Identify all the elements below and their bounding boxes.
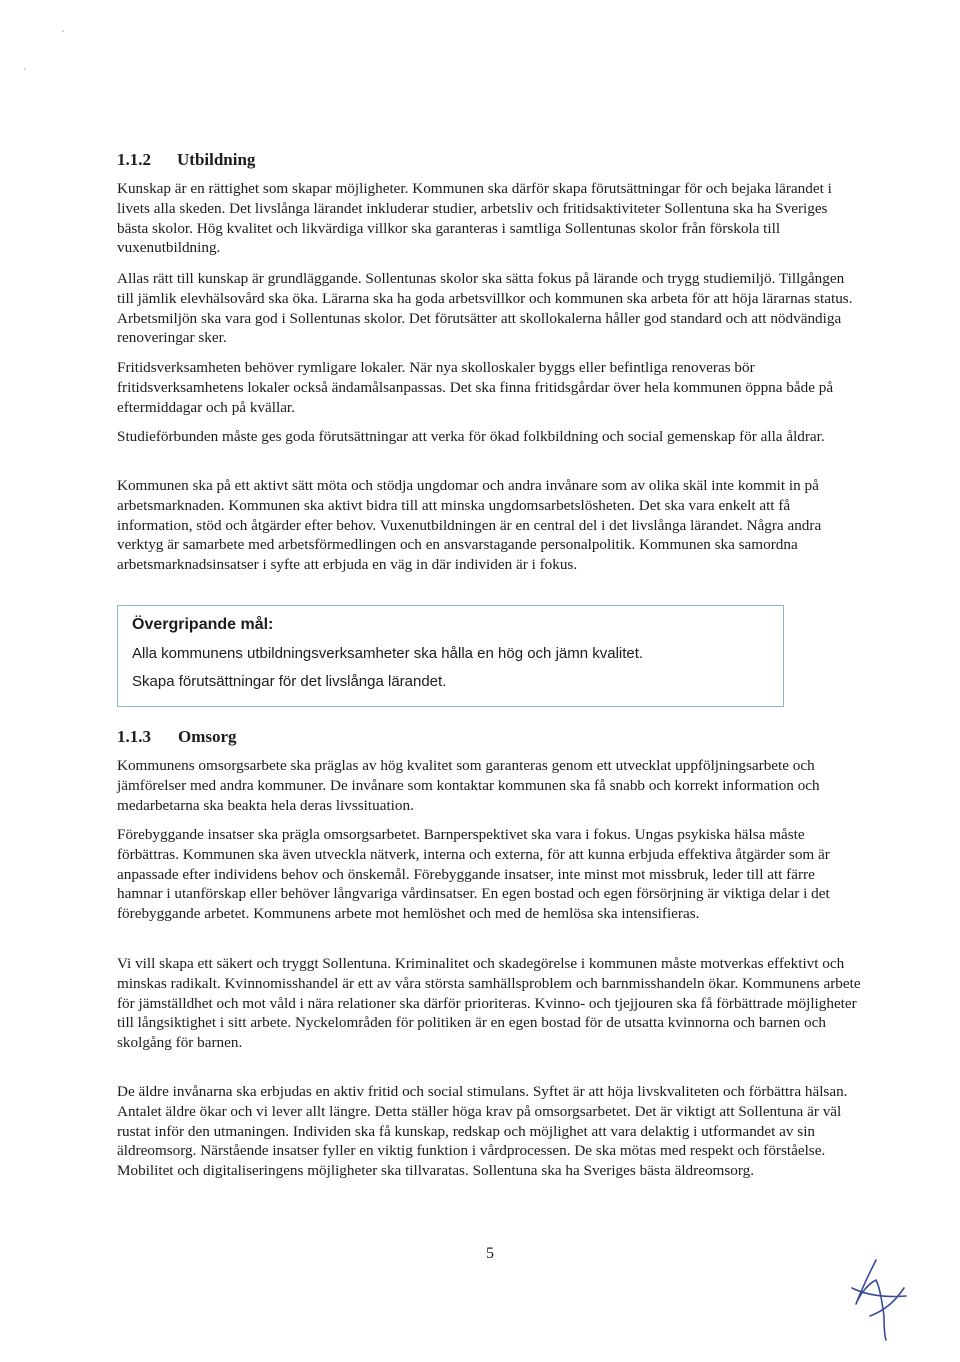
section-number: 1.1.2: [117, 150, 151, 169]
goal-box: [117, 605, 784, 707]
section-title: Utbildning: [177, 150, 256, 169]
scan-speck: [24, 68, 26, 70]
paragraph: Fritidsverksamheten behöver rymligare lokaler. När nya skolloskaler byggs eller befintliga renoveras bör fritidsverksamhetens lokaler också ändamålsanpassas. Det ska finna fritidsgårdar över hela kommunen öppna både på eftermiddagar och på kvällar.: [117, 359, 834, 416]
paragraph: Förebyggande insatser ska prägla omsorgsarbetet. Barnperspektivet ska vara i fokus. Ungas psykiska hälsa måste förbättras. Kommunen ska även utveckla nätverk, interna och externa, för att kunna erbjuda effektiva åtgärder som är anpassade efter individens behov och önskemål. Förebyggande insatser, inte minst mot missbruk, leder till att färre hamnar i utanförskap eller behöver långvariga vårdinsatser. En egen bostad och egen försörjning är viktiga delar i det förebyggande arbetet. Kommunens arbete mot hemlöshet och med de hemlösa ska intensifieras.: [117, 826, 830, 923]
goal-box-title: Övergripande mål:: [132, 616, 274, 633]
goal-line: Alla kommunens utbildningsverksamheter ska hålla en hög och jämn kvalitet.: [132, 645, 644, 662]
goal-line: Skapa förutsättningar för det livslånga lärandet.: [132, 673, 447, 690]
paragraph: Kommunens omsorgsarbete ska präglas av hög kvalitet som garanteras genom ett utvecklat uppföljningsarbete och jämförelser med andra kommuner. De invånare som kontaktar kommunen ska få snabb och korrekt information och medarbetarna ska beakta hela deras livssituation.: [117, 757, 820, 814]
section-title: Omsorg: [178, 727, 237, 746]
paragraph: De äldre invånarna ska erbjudas en aktiv fritid och social stimulans. Syftet är att höja livskvaliteten och förbättra hälsan. Antalet äldre ökar och vi lever allt längre. Detta ställer höga krav på omsorgsarbetet. Det är viktigt att Sollentuna är väl rustat inför den utmaningen. Individen ska få kunskap, redskap och möjlighet att vara delaktig i utformandet av sin äldreomsorg. Närstående insatser fyller en viktig funktion i vårdprocessen. De ska mötas med respekt och förståelse. Mobilitet och digitaliseringens möjligheter ska tillvaratas. Sollentuna ska ha Sveriges bästa äldreomsorg.: [117, 1083, 848, 1180]
scan-speck: [62, 30, 64, 32]
paragraph: Kunskap är en rättighet som skapar möjligheter. Kommunen ska därför skapa förutsättningar för och bejaka lärandet i livets alla skeden. Det livslånga lärandet inkluderar studier, arbetsliv och fritidsaktiviteter Sollentuna ska ha Sveriges bästa skolor. Hög kvalitet och likvärdiga villkor ska garanteras i samtliga Sollentunas skolor från förskola till vuxenutbildning.: [117, 180, 832, 257]
paragraph: Kommunen ska på ett aktivt sätt möta och stödja ungdomar och andra invånare som av olika skäl inte kommit in på arbetsmarknaden. Kommunen ska aktivt bidra till att minska ungdomsarbetslösheten. Det ska vara enkelt att få information, stöd och åtgärder efter behov. Vuxenutbildningen är en central del i det livslånga lärandet. Några andra verktyg är samarbete med arbetsförmedlingen och en ansvarstagande personalpolitik. Kommunen ska samordna arbetsmarknadsinsatser i syfte att erbjuda en väg in där individen är i fokus.: [117, 477, 822, 574]
section-heading-utbildning: [117, 150, 255, 170]
paragraph: Vi vill skapa ett säkert och tryggt Sollentuna. Kriminalitet och skadegörelse i kommunen måste motverkas effektivt och minskas radikalt. Kvinnomisshandel är ett av våra största samhällsproblem och barnmisshandeln ökar. Kommunens arbete för jämställdhet och mot våld i nära relationer ska därför prioriteras. Kvinno- och tjejjouren ska få förbättrade möjligheter till långsiktighet i sitt arbete. Nyckelområden för politiken är en egen bostad för de utsatta kvinnorna och barnen och skolgång för barnen.: [117, 955, 861, 1052]
page-number: 5: [486, 1245, 494, 1262]
handwritten-initials-signature: [846, 1258, 910, 1342]
paragraph: Studieförbunden måste ges goda förutsättningar att verka för ökad folkbildning och social gemenskap för alla åldrar.: [117, 428, 825, 445]
paragraph: Allas rätt till kunskap är grundläggande. Sollentunas skolor ska sätta fokus på lärande och trygg studiemiljö. Tillgången till jämlik elevhälsovård ska öka. Lärarna ska ha goda arbetsvillkor och kommunen ska arbeta för att höja lärarnas status. Arbetsmiljön ska vara god i Sollentunas skolor. Det förutsätter att skollokalerna håller god standard och att nödvändiga renoveringar sker.: [117, 270, 853, 347]
section-number: 1.1.3: [117, 727, 151, 746]
section-heading-omsorg: [117, 727, 237, 747]
